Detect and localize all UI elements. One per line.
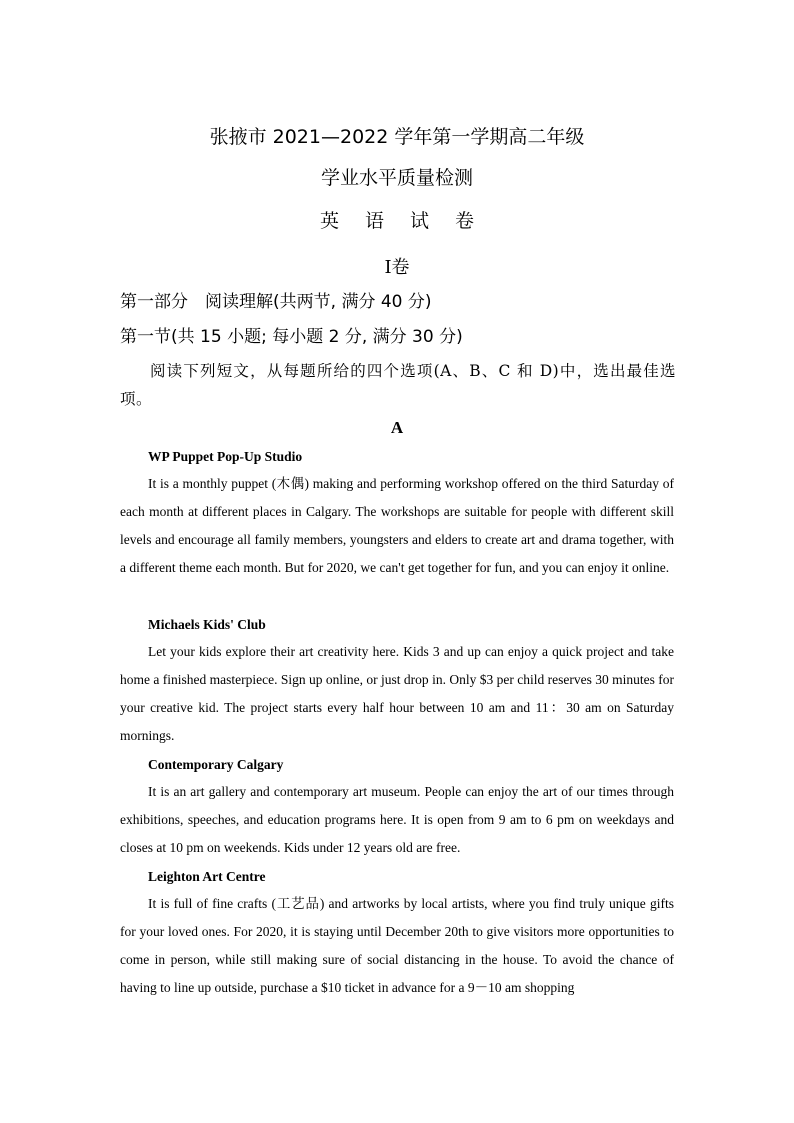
section-title: Contemporary Calgary [148, 757, 284, 772]
passage-letter: A [390, 418, 404, 437]
instruction-text: 阅读下列短文，从每题所给的四个选项(A、B、C 和 D)中，选出最佳选项。 [120, 362, 676, 408]
section-title: WP Puppet Pop-Up Studio [148, 449, 303, 464]
section-title: Leighton Art Centre [148, 869, 266, 884]
exam-title-line2: 学业水平质量检测 [320, 167, 473, 189]
section-paragraph: It is an art gallery and contemporary art museum. People can enjoy the art of our times through exhibitions, speeches, and education programs here. It is open from 9 am to 6 pm on weekdays and closes at 10 pm on weekends. Kids under 12 years old are free. [120, 784, 674, 855]
part-heading: 第一部分 阅读理解(共两节, 满分 40 分) [120, 292, 432, 312]
volume-label: Ⅰ卷 [384, 257, 410, 278]
section-heading: 第一节(共 15 小题; 每小题 2 分, 满分 30 分) [120, 327, 463, 347]
exam-title-line1: 张掖市 2021—2022 学年第一学期高二年级 [209, 126, 585, 148]
section-paragraph: It is a monthly puppet (木偶) making and performing workshop offered on the third Saturday of each month at different places in Calgary. The workshops are suitable for people with different skill levels and encourage all family members, youngsters and elders to create art and drama together, with a different theme each month. But for 2020, we can't get together for fun, and you can enjoy it online. [120, 476, 674, 575]
section-paragraph: It is full of fine crafts (工艺品) and artworks by local artists, where you find truly unique gifts for your loved ones. For 2020, it is staying until December 20th to give visitors more opportunities to come in person, while still making sure of social distancing in the house. To avoid the chance of having to line up outside, purchase a $10 ticket in advance for a 9－10 am shopping [120, 896, 674, 995]
section-paragraph: Let your kids explore their art creativity here. Kids 3 and up can enjoy a quick project and take home a finished masterpiece. Sign up online, or just drop in. Only $3 per child reserves 30 minutes for your creative kid. The project starts every half hour between 10 am and 11：30 am on Saturday mornings. [120, 644, 674, 743]
exam-title-subject: 英 语 试 卷 [319, 210, 485, 232]
section-title: Michaels Kids' Club [148, 617, 266, 632]
